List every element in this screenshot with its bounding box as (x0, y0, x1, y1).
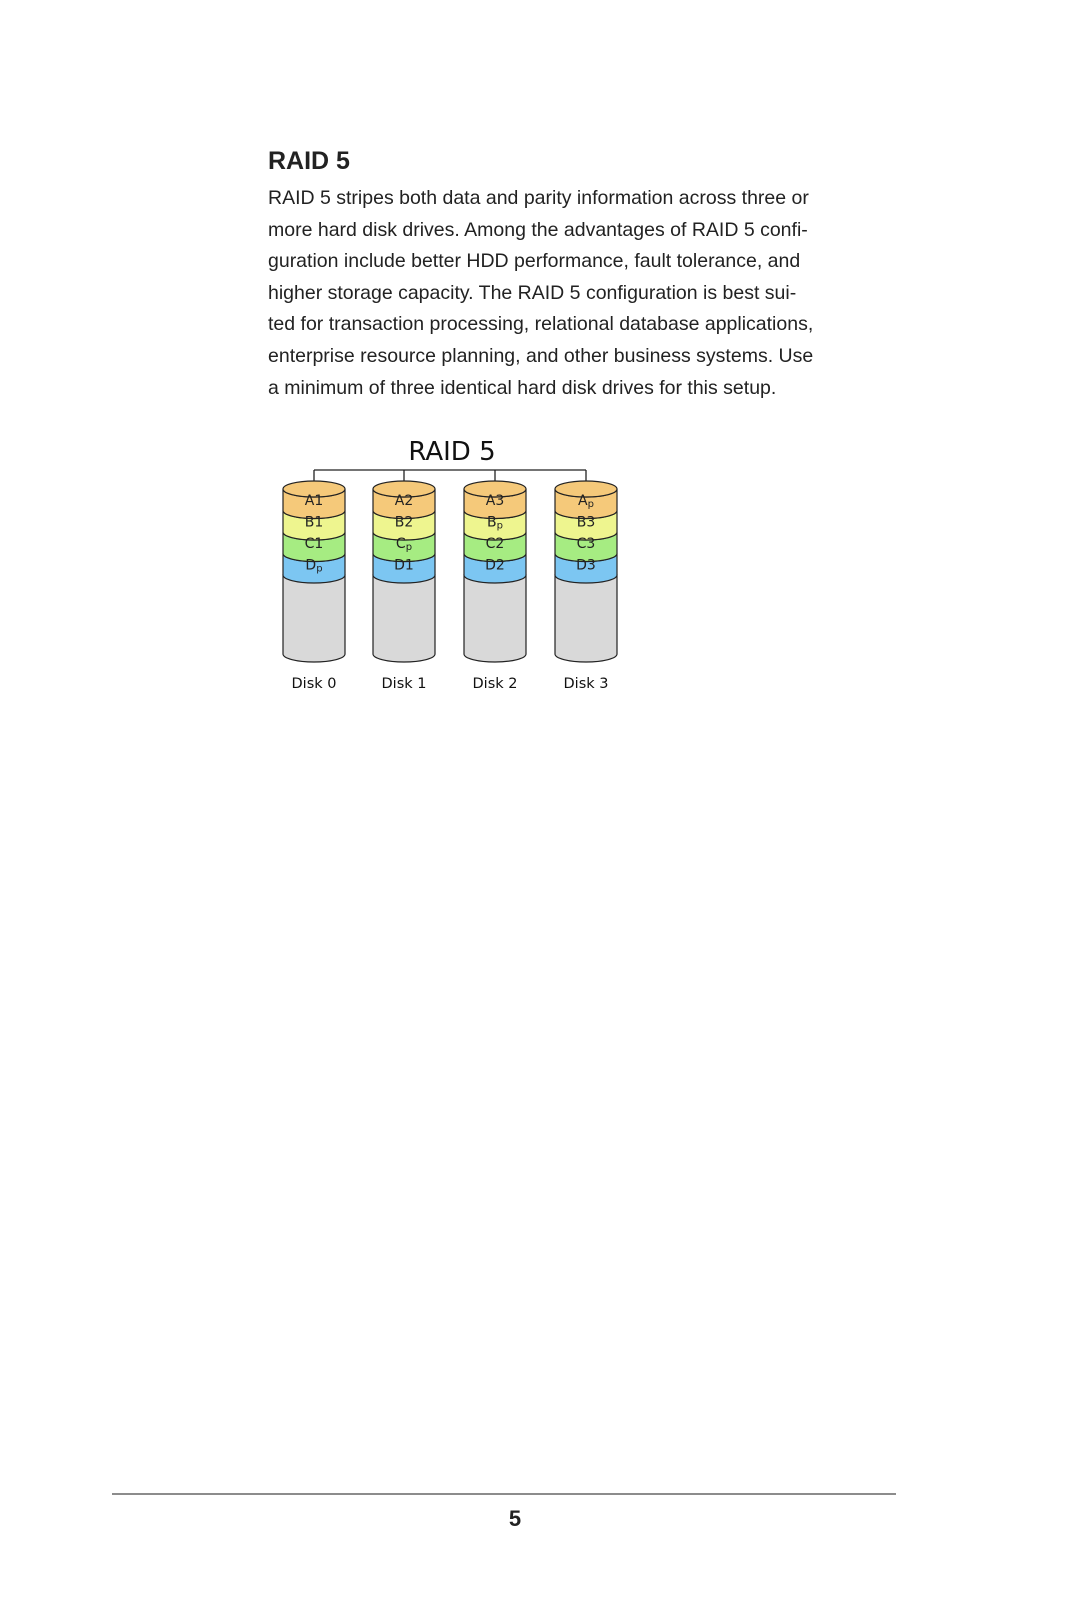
disk-label: Disk 0 (291, 676, 337, 692)
block-label-main: C3 (576, 535, 596, 552)
block-label-main: B (487, 514, 497, 531)
block-label-main: A2 (394, 492, 414, 509)
disk-group (283, 481, 617, 692)
block-label (395, 514, 414, 530)
body-line: higher storage capacity. The RAID 5 configuration is best sui- (268, 281, 797, 304)
block-label-main: D2 (485, 557, 505, 574)
disk-0 (283, 481, 345, 692)
block-label (486, 493, 504, 509)
block-label-main: B3 (576, 514, 596, 531)
block-label-main: B1 (304, 514, 324, 531)
block-label-main: A3 (485, 492, 505, 509)
block-label-main: D1 (394, 557, 414, 574)
disk-empty-space (373, 575, 435, 662)
block-label (394, 557, 414, 573)
block-label-main: D (305, 557, 317, 574)
block-label (577, 536, 596, 552)
block-label-main: C2 (485, 535, 505, 552)
disk-label: Disk 2 (472, 676, 518, 692)
block-label-parity: p (587, 498, 594, 510)
block-label (486, 536, 505, 552)
block-label (576, 557, 596, 573)
raid5-section (268, 144, 868, 404)
body-line: ted for transaction processing, relational database applications, (268, 313, 814, 336)
raid5-diagram-svg (268, 428, 638, 708)
block-label (485, 557, 505, 573)
block-label-main: D3 (576, 557, 596, 574)
block-label-parity: p (405, 541, 413, 553)
disk-3 (555, 481, 617, 692)
raid5-diagram (268, 428, 638, 708)
block-label (305, 493, 323, 509)
body-line: a minimum of three identical hard disk drives for this setup. (268, 376, 777, 399)
page-number: 5 (508, 1506, 522, 1531)
disk-1 (373, 481, 435, 692)
disk-label: Disk 3 (563, 676, 609, 692)
disk-empty-space (464, 575, 526, 662)
block-label-parity: p (316, 563, 323, 575)
section-title: RAID 5 (268, 147, 350, 175)
diagram-title: RAID 5 (408, 437, 496, 467)
block-label (395, 493, 413, 509)
section-body (268, 183, 868, 404)
body-line: guration include better HDD performance, fault tolerance, and (268, 250, 801, 273)
block-label-main: C (395, 535, 406, 552)
block-label (577, 514, 596, 530)
body-line: enterprise resource planning, and other business systems. Use (268, 344, 814, 367)
block-label-main: A1 (304, 492, 324, 509)
disk-label: Disk 1 (381, 676, 427, 692)
body-line: more hard disk drives. Among the advantages of RAID 5 confi- (268, 218, 808, 241)
disk-empty-space (283, 575, 345, 662)
block-label (305, 514, 324, 530)
block-label-main: A (578, 492, 588, 509)
body-line: RAID 5 stripes both data and parity information across three or (268, 187, 809, 209)
block-label-main: B2 (394, 514, 414, 531)
block-label-main: C1 (304, 535, 324, 552)
connector-lines (314, 470, 586, 489)
footer-divider (112, 1493, 896, 1495)
block-label-parity: p (496, 520, 503, 532)
disk-2 (464, 481, 526, 692)
disk-empty-space (555, 575, 617, 662)
block-label (305, 536, 324, 552)
